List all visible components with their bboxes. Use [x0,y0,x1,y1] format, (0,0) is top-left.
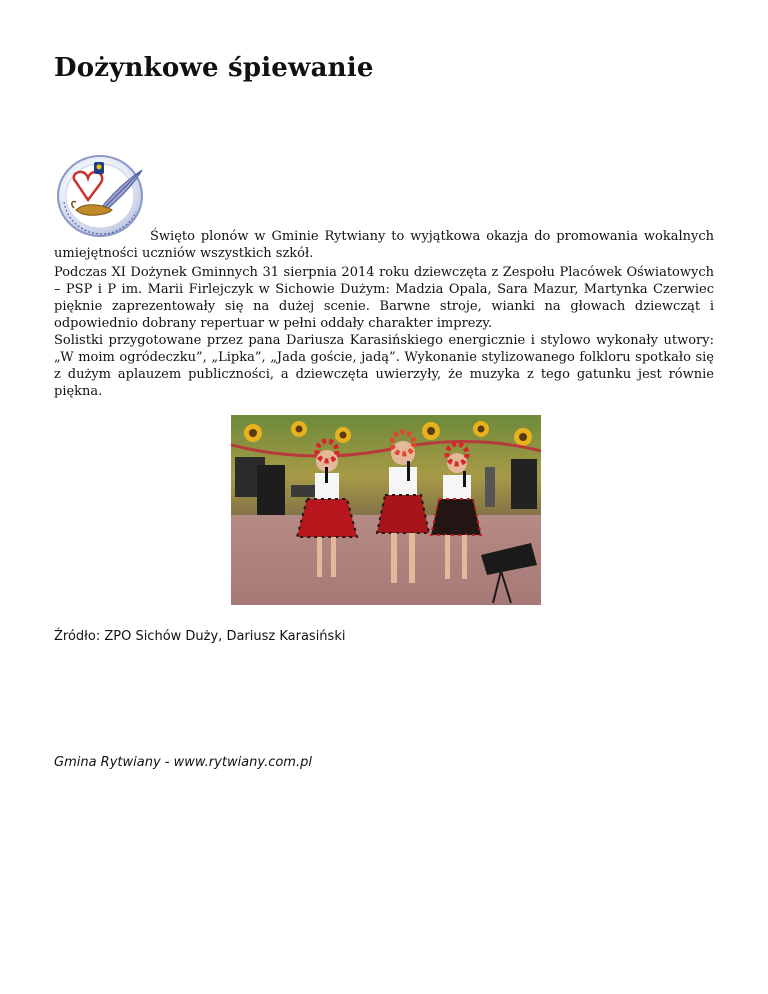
body-paragraph [54,264,714,400]
page-title: Dożynkowe śpiewanie [54,53,374,83]
intro-paragraph: Święto plonów w Gminie Rytwiany to wyjątkowa okazja do promowania wokalnych umiejętności uczniów wszystkich szkół. [54,229,714,261]
performance-photo [231,415,541,605]
body-text-2: Solistki przygotowane przez pana Dariusza Karasińskiego energicznie i stylowo wykonały utwory: „W moim ogródeczku”, „Lipka”, „Jada goście, jadą”. Wykonanie stylizowanego folkloru spotkało się z dużym aplauzem publiczności, a dziewczęta uwierzyły, że muzyka z tego gatunku jest równie piękna. [54,333,714,399]
school-logo [54,152,150,240]
source-credit: Źródło: ZPO Sichów Duży, Dariusz Karasiński [54,629,346,644]
footer-text: Gmina Rytwiany - www.rytwiany.com.pl [54,755,312,770]
body-text-1: Podczas XI Dożynek Gminnych 31 sierpnia 2014 roku dziewczęta z Zespołu Placówek Oświatowych – PSP i P im. Marii Firlejczyk w Sichowie Dużym: Madzia Opala, Sara Mazur, Martynka Czerwiec pięknie zaprezentowały się na dużej scenie. Barwne stroje, wianki na głowach dziewcząt i odpowiednio dobrany repertuar w pełni oddały charakter imprezy. [54,265,714,331]
